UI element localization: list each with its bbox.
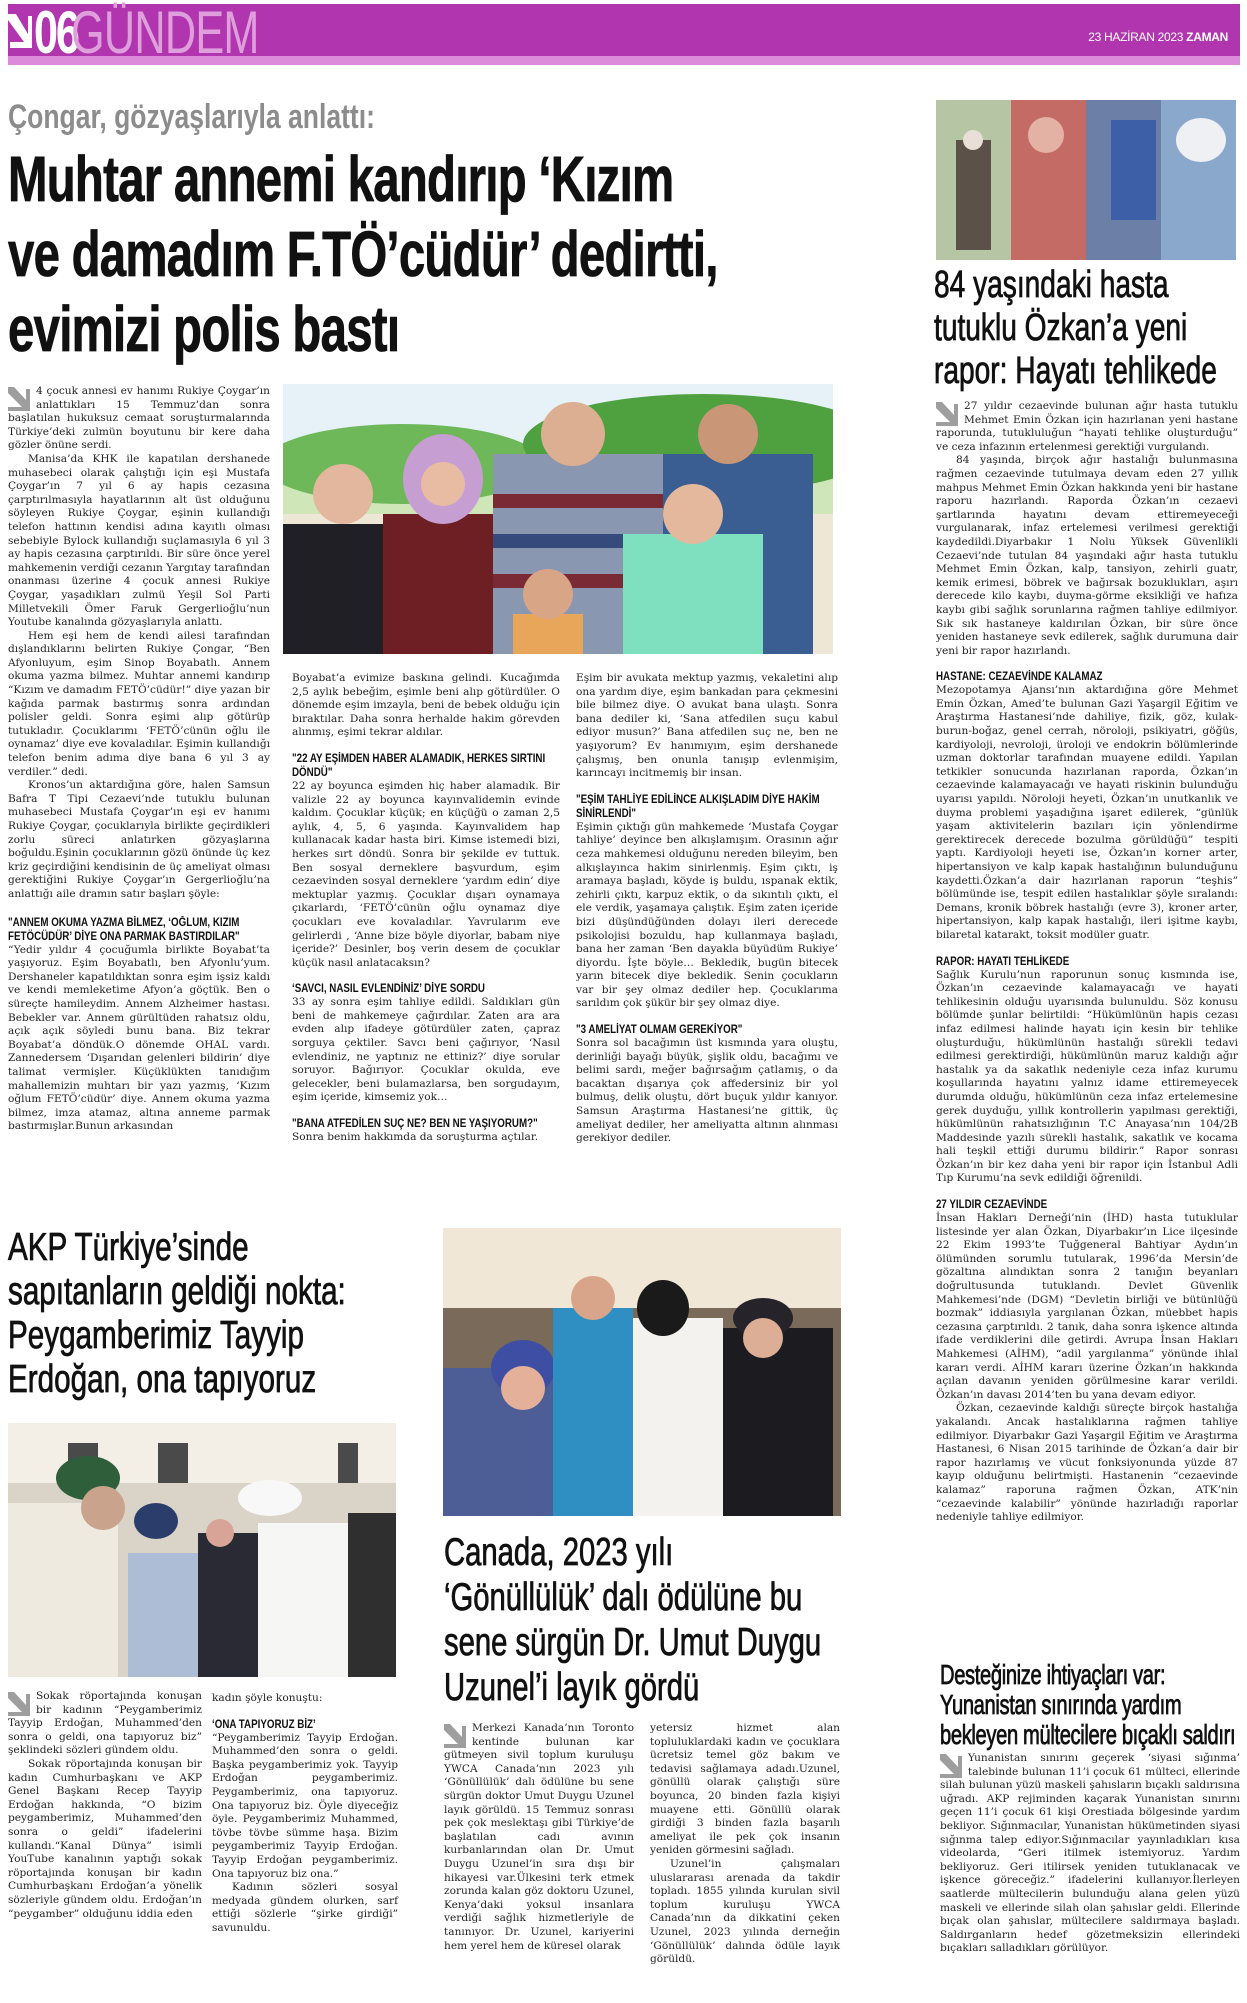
paragraph: “Peygamberimiz Tayyip Erdoğan. Muhammed’den sonra o geldi. Başka peygamberimiz yok. Tayyip Erdoğan peygamberimiz. Peygamberimiz, ona tapıyoruz. Ona tapıyoruz biz. Öyle diyeceğiz öyle. Peygamberimiz Muhammed, tövbe tövbe sümme haşa. Bizim peygamberimiz Tayyip Erdoğan. Tayyip Erdoğan peygamberimiz. Ona tapıyoruz biz ona.” — [212, 1731, 398, 1880]
arrow-down-right-icon — [8, 4, 32, 56]
arrow-down-right-icon — [444, 1724, 466, 1748]
refugee-headline — [940, 1660, 1235, 1750]
headline-line: Canada, 2023 yılı — [444, 1531, 674, 1574]
headline-line: ve damadım F.TÖ’cüdür’ dedirtti, — [8, 218, 718, 290]
paragraph: Hem eşi hem de kendi ailesi tarafından dışlandıklarını belirten Rukiye Çongar, “Ben Afyonluyum, eşim Sinop Boyabatlı. Annem okuma yazma bilmez. Muhtar annemi kandırıp “Kızım ve damadım FETÖ’cüdür!” diye yazan bir kağıda parmak bastırmış sonra ardından polisler geldi. Sonra eşimi alıp götürüp tutukladır. Çocuklarımı ‘FETÖ’cünün oğlu ile oynamaz’ diye eve kovaladılar. Eşimin kullandığı telefon benim adıma diye bana 6 yıl 3 ay verdiler.” dedi. — [8, 629, 270, 778]
headline-line: Peygamberimiz Tayyip — [8, 1314, 304, 1357]
paragraph: Eşimin çıktığı gün mahkemede ‘Mustafa Çoygar tahliye’ deyince ben alkışlamışım. Orasının ağır ceza mahkemesi olduğunu nereden bileyim, ben alkışlayınca hakim sinirlenmiş. Eşim çıktı, iş aramaya başladı, köyde iş buldu, ıspanak ektik, zehirli çıktı, karpuz ektik, o da sıkıntılı çıktı, el ele verdik, yaşamaya çalıştık. Eşim zaten içeride bizi düşündüğünden dolayı ileri derecede psikolojisi bozuldu, hap kullanmaya başladı, bana her zaman ‘Ben dayakla büyüdüm Rukiye’ diyordu. İşte böyle… Bekledik, bugün bitecek yarın bitecek diye bekledik. Senin çocukların var bir şey olmaz dediler hep. Çocuklarıma sarıldım çok şükür bir şey olmaz diye. — [576, 820, 838, 1010]
lead-column-1 — [8, 385, 270, 1134]
subheading: RAPOR: HAYATI TEHLİKEDE — [936, 955, 1070, 968]
lead-paragraph: Sokak röportajında konuşan bir kadının “Peygamberimiz Tayyip Erdoğan, Muhammed’den sonra o geldi, ona tapıyoruz biz” şeklindeki sözleri gündem oldu. — [8, 1690, 202, 1757]
paragraph: Mezopotamya Ajansı’nın aktardığına göre Mehmet Emin Özkan, Amed’te bulunan Gazi Yaşargil Eğitim ve Araştırma Hastanesi’nde dahiliye, fizik, göz, kulak-burun-boğaz, genel cerrah, nöroloji, psikiyatri, göğüs, kardiyoloji, nevroloji, üroloji ve endokrin bölümlerinde uzman doktorlar tarafından muayene edildi. Yapılan tetkikler sonucunda hazırlanan raporda, Özkan’ın cezaevinde kalamayacağı ve hayati riskinin bulunduğu uyarısı yapıldı. Nöroloji heyeti, Özkan’ın unutkanlık ve duyma problemi yaşadığına işaret edilerek, “günlük yaşam aktivitelerin bazıları için yönlendirme gerektirecek derecede bozulma görüldüğü” tespiti yaptı. Kardiyoloji heyeti ise, Özkan’ın korner arter, hipertansiyon ve kalp kapak hastalığının bulunduğunu kaydetti.Özkan’a dair hazırlanan raporun “teşhis” bölümünde ise, tespit edilen hastalıklar şöyle sıralandı: Demans, kronik böbrek hastalığı (evre 3), kroner arter, hipertansiyon, kalp kapak hastalığı, ileri işitme kaybı, bilaretal katarakt, toksit modüler guatr. — [936, 684, 1238, 941]
dateline — [1088, 30, 1228, 44]
lead-kicker: Çongar, gözyaşlarıyla anlattı: — [8, 98, 375, 136]
subheading: "3 AMELİYAT OLMAM GEREKİYOR" — [576, 1024, 743, 1037]
paragraph: yetersiz hizmet alan topluluklardaki kadın ve çocuklara ücretsiz temel göz bakım ve tedavisi sağlamaya adadı.Uzunel, gönüllü olarak çalıştığı süre boyunca, 20 binden fazla kişiyi muayene etti. Gönüllü olarak girdiği 3 binden fazla başarılı ameliyat ile pek çok insanın yeniden görmesini sağladı. — [650, 1722, 840, 1857]
subheading: ‘ONA TAPIYORUZ BİZ’ — [212, 1718, 316, 1731]
lead-paragraph: Yunanistan sınırını geçerek ‘siyasi sığınma’ talebinde bulunan 11’i çocuk 61 mülteci, ellerinde silah bulunan yüzü maskeli şahısların bıçaklı saldırısına uğradı. AKP rejiminden kaçarak Yunanistan sınırını geçen 11’i çocuk 61 kişi Orestiada bölgesinde yardım bekliyor. Sığınmacılar, Yunanistan hükümetinden siyasi sığınma talep ediyor.Sığınmacılar yayınladıkları kısa videolarda, “Geri itilmek istemiyoruz. Yardım bekliyoruz. Geri itilirsek yeniden tutuklanacak ve işkence göreceğiz.” ifadelerini kullanıyor.İlerleyen saatlerde mültecilerin bulunduğu alana gelen yüzü maskeli ve ellerinde silah olan şahıslar geldi. Ellerinde bıçak olan şahıslar, mültecilere saldırmaya başladı. Saldırganların hedef gözetmeksizin ellerindeki bıçakları salladıkları görülüyor. — [940, 1752, 1240, 1955]
paragraph: “Yedir yıldır 4 çocuğumla birlikte Boyabat’ta yaşıyoruz. Eşim Boyabatlı, ben Afyonlu’yum. Dershaneler kapatıldıktan sonra eşim işsiz kaldı ve kendi memleketime Afyon’a göçtük. Ben o süreçte hamileydim. Annem Alzheimer hastası. Bebekler var. Annem gürültüden rahatsız oldu, açık açık söyledi bunu bana. Biz tekrar Boyabat’a döndük.O dönemde OHAL vardı. Zannedersem ‘Dışarıdan gelenleri bildirin’ diye talimat vermişler. Küçüklükten tanıdığım mahallemizin muhtarı bir yazı yazmış, ‘Kızım oğlum FETÖ’cüdür’ diye. Annem okuma yazma bilmez, imza atamaz, altına anneme parmak bastırmışlar.Bunun arkasından — [8, 943, 270, 1133]
subheading: "22 AY EŞİMDEN HABER ALAMADIK, HERKES SIRTINI DÖNDÜ" — [292, 752, 546, 779]
paragraph: 22 ay boyunca eşimden hiç haber alamadık. Bir valizle 22 ay boyunca kayınvalidemin evinde kaldım. Çocuklar küçük; en küçüğü o zaman 2,5 aylık, 4, 5, 6 yaşında. Kayınvalidem hap kullanacak kadar hasta biri. Kimse istemedi bizi, herkes sırt döndü. Sonra bir şekilde ev tuttuk. Ben sosyal derneklere başvurdum, eşim cezaevinden sosyal derneklere ‘yardım edin’ diye mektuplar yazmış. Çocuklar dışarı oynamaya çıkarlardı, ‘FETÖ’cünün oğlu oynamaz diye çocukları eve kovaladılar. Yavrularım eve gelirlerdi , ‘Anne bize böyle diyorlar, babam niye içeride?’ Desinler, boş verin desem de çocuklar küçük nasıl anlatacaksın? — [292, 779, 560, 969]
arrow-down-right-icon — [8, 387, 30, 411]
paragraph: Sokak röportajında konuşan bir kadın Cumhurbaşkanı ve AKP Genel Başkanı Recep Tayyip Erdoğan hakkında, “O bizim peygamberimiz, Muhammed’den sonra o geldi” ifadelerini kullandı.“Kanal Dünya” isimli YouTube kanalının yaptığı sokak röportajında konuşan bir kadın Cumhurbaşkanı Erdoğan’a yönelik sözleriyle gündem oldu. Erdoğan’ın “peygamber” olduğunu iddia eden — [8, 1757, 202, 1920]
lead-column-3 — [576, 672, 838, 1146]
canada-column-2 — [650, 1722, 840, 1967]
headline-line: Muhtar annemi kandırıp ‘Kızım — [8, 143, 674, 215]
subheading: "ANNEM OKUMA YAZMA BİLMEZ, ‘OĞLUM, KIZIM FETÖCÜDÜR’ DİYE ONA PARMAK BASTIRDILAR" — [8, 916, 240, 943]
headline-line: Desteğinize ihtiyaçları var: — [940, 1659, 1166, 1690]
paragraph: Uzunel’in çalışmaları uluslararası arenada da takdir topladı. 1855 yılında kurulan sivil toplum kuruluşu YWCA Canada’nın da dikkatini çeken Uzunel, 2023 yılında derneğin ‘Gönüllülük’ dalında ödüle layık görüldü. — [650, 1857, 840, 1966]
newspaper-name: ZAMAN — [1186, 30, 1228, 44]
award-group-photo — [443, 1228, 841, 1516]
lead-column-2 — [292, 672, 560, 1145]
headline-line: Yunanistan sınırında yardım — [940, 1689, 1182, 1720]
paragraph: 33 ay sonra eşim tahliye edildi. Saldıkları gün beni de mahkemeye çağırdılar. Zaten ara ara evden alıp ifadeye götürdüler zaten, çapraz sorguya çektiler. Savcı beni çağırıyor, ‘Nasıl evlendiniz, ne yaptınız ne ettiniz?’ diye sorular soruyor. Bağırıyor. Çocuklar okulda, eve gelecekler, beni bulamazlarsa, ben sorgudayım, eşim içeride, kimsemiz yok… — [292, 996, 560, 1104]
headline-line: bekleyen mültecilere bıçaklı saldırı — [940, 1719, 1236, 1750]
subheading: 27 YILDIR CEZAEVİNDE — [936, 1199, 1048, 1212]
lead-paragraph: 27 yıldır cezaevinde bulunan ağır hasta tutuklu Mehmet Emin Özkan için hazırlanan yeni hastane raporunda, tutukluluğun “hayati tehlike oluşturduğu” ve ceza infazının ertelenmesi gerektiği vurgulandı. — [936, 400, 1238, 453]
paragraph: kadın şöyle konuştu: — [212, 1692, 323, 1704]
paragraph: Özkan, cezaevinde kaldığı süreçte birçok hastalığa yakalandı. Ancak hastalıklarına rağmen tahliye edilmiyor. Diyarbakır Gazi Yaşargil Eğitim ve Araştırma Hastanesi, 6 Nisan 2015 tarihinde de Özkan’a dair bir rapor hazırlamış ve vücut fonksiyonunda yüzde 87 kayıp olduğunu belirtmişti. Hastanenin “cezaevinde kalamaz” raporuna rağmen Özkan, ATK’nin “cezaevinde kalabilir” yönünde hazırladığı raporlar nedeniyle tahliye edilmiyor. — [936, 1402, 1238, 1524]
refugee-article — [940, 1752, 1240, 1956]
paragraph: Kronos’un aktardığına göre, halen Samsun Bafra T Tipi Cezaevi’nde tutuklu bulunan muhasebeci Mustafa Çoygar’ın eşi ev hanımı Rukiye Çoygar, çocuklarıyla birlikte geçirdikleri zorlu süreci anlatırken gözyaşlarına boğuldu.Eşinin çocuklarının gözü önünde üç kez kriz geçirdiğini kendisinin de üç ameliyat olması gerektiğini Rukiye Çoygar’ın Gergerlioğlu’na anlattığı aile dramın satır başları şöyle: — [8, 779, 270, 900]
akp-column-1 — [8, 1690, 202, 1921]
headline-line: Erdoğan, ona tapıyoruz — [8, 1358, 317, 1401]
headline-line: sapıtanların geldiği nokta: — [8, 1270, 346, 1313]
headline-line: sene sürgün Dr. Umut Duygu — [444, 1621, 822, 1664]
section-title: GÜNDEM — [71, 0, 259, 66]
ozkan-photo-strip — [936, 100, 1236, 260]
headline-line: Uzunel’i layık gördü — [444, 1666, 700, 1709]
lead-paragraph: Merkezi Kanada’nın Toronto kentinde bulunan kar gütmeyen sivil toplum kuruluşu YWCA Canada’nın 2023 yılı ‘Gönüllülük’ dalı ödülüne bu sene sürgün doktor Umut Duygu Uzunel layık görüldü. 15 Temmuz sonrası pek çok meslektaşı gibi Türkiye’de başlatılan cadı avının kurbanlarından olan Dr. Umut Duygu Uzunel’in sıra dışı bir hikayesi var.Ülkesini terk etmek zorunda kalan göz doktoru Uzunel, Kenya’daki yoksul insanlara verdiği sağlık hizmetleriyle de tanınıyor. Dr. Uzunel, kariyerini hem yerel hem de küresel olarak — [444, 1722, 634, 1952]
issue-date: 23 HAZİRAN 2023 — [1088, 30, 1184, 44]
paragraph: İnsan Hakları Derneği’nin (İHD) hasta tutuklular listesinde yer alan Özkan, Diyarbakır’ın Lice ilçesinde 22 Ekim 1993’te Tuğgeneral Bahtiyar Aydın’ın ölümünden sorumlu tutularak, 1996’da Mersin’de gözaltına alındıktan sonra 2 tanığın beyanları doğrultusunda tutuklandı. Devlet Güvenlik Mahkemesi’nde (DGM) “Devletin birliği ve bütünlüğü bozmak” iddiasıyla yargılanan Özkan, müebbet hapis cezasına çarptırıldı. 2 tanık, daha sonra işkence altında ifade verdiklerini dile getirdi. Avrupa İnsan Hakları Mahkemesi (AİHM), “adil yargılanma” yönünde ihlal kararı verdi. AİHM kararı üzerine Özkan’ın hakkında açılan davanın yeniden görülmesine karar verildi. Özkan’ın davası 2014’ten bu yana devam ediyor. — [936, 1212, 1238, 1401]
paragraph: Kadının sözleri sosyal medyada gündem olurken, sarf ettiği sözlerle “şirke girdiği” savunuldu. — [212, 1881, 398, 1934]
paragraph: Eşim bir avukata mektup yazmış, vekaletini alıp ona yardım diye, eşim bankadan para çekmesini bile bilmez diye. O avukat bana ulaştı. Sonra bana dediler ki, ‘Sana atfedilen suçu kabul ediyor musun?’ Bana atfedilen suç ne, ben ne yaşıyorum? Ev hanımıyım, eşim dershanede çalışmış, ben onunla tanışıp evlenmişim, karıncayı incitmemiş bir insan. — [576, 672, 838, 780]
ozkan-headline — [934, 264, 1217, 393]
akp-headline — [8, 1226, 346, 1402]
street-interview-photo — [8, 1423, 396, 1677]
akp-column-2 — [212, 1692, 398, 1936]
paragraph: Sonra benim hakkımda da soruşturma açtılar. — [292, 1131, 539, 1144]
paragraph: Sonra sol bacağımın üst kısmında yara oluştu, derinliği bayağı büyük, şişlik oldu, bacağımı ve belimi sardı, meğer bağırsağım çatlamış, o da bacaktan dışarıya çok affedersiniz bir yol bulmuş, delik oluştu, dört buçuk yıldır kanıyor. Samsun Araştırma Hastanesi’ne gittik, üç ameliyat dediler, her ameliyatta altının alınması gerekiyor dediler. — [576, 1037, 838, 1145]
subheading: HASTANE: CEZAEVİNDE KALAMAZ — [936, 671, 1103, 684]
paragraph: 84 yaşında, birçok ağır hastalığı bulunmasına rağmen cezaevinde tutulmaya devam eden 27 yıllık mahpus Mehmet Emin Özkan hakkında yeni bir hastane raporu hazırlandı. Raporda Özkan’ın cezaevi şartlarında hayatını devam ettiremeyeceği vurgulanarak, infaz ertelemesi verilmesi gerektiği kaydedildi.Diyarbakır 1 Nolu Yüksek Güvenlikli Cezaevi’nde tutulan 84 yaşındaki ağır hasta tutuklu Mehmet Emin Özkan, kalp, tansiyon, zehirli guatr, kemik erimesi, böbrek ve bağırsak bozuklukları, aşırı derecede kilo kaybı, duyma-görme eksikliği ve hafıza kaybı gibi sağlık sorunlarına rağmen tahliye edilmiyor. Sık sık hastaneye kaldırılan Özkan, bir süre önce yeniden hastaneye sevk edilerek, sağlık durumuna dair yeni bir rapor hazırlandı. — [936, 454, 1238, 657]
family-photo — [283, 384, 833, 654]
page-number: 06 — [34, 0, 78, 66]
ozkan-article — [936, 400, 1238, 1525]
subheading: "BANA ATFEDİLEN SUÇ NE? BEN NE YAŞIYORUM?" — [292, 1118, 538, 1131]
arrow-down-right-icon — [940, 1754, 962, 1778]
paragraph: Sağlık Kurulu’nun raporunun sonuç kısmında ise, Özkan’ın cezaevinde kalamayacağı ve hayati tehlikesinin olduğu uyarısında bulunuldu. Söz konusu bölümde şunlar belirtildi: “Hükümlünün hapis cezası infaz edilmesi halinde hayatı için kesin bir tehlike oluşturduğu, hükümlünün hastalığı sürekli tedavi edilmesi gerektirdiği, hükümlünün maruz kaldığı ağır hastalık ya da sakatlık nedeniyle ceza infaz kurumu koşullarında hayatını yalnız idame ettiremeyecek durumda olduğu, hükümlünün ceza infaz ertelemesine gerek duyduğu, yıllık kontrollerin yapılması gerektiği, hükümlünün rahatsızlığının T.C Anayasa’nın 104/2B Maddesinde yazılı sürekli hastalık, sakatlık ve kocama hali teşkil ettiği durumu bildirir.” Rapor sonrası Özkan’ın bir kez daha yeni bir rapor için İstanbul Adli Tıp Kurumu’na sevk edildiği öğrenildi. — [936, 968, 1238, 1185]
canada-column-1 — [444, 1722, 634, 1953]
headline-line: rapor: Hayatı tehlikede — [934, 350, 1217, 392]
subheading: "EŞİM TAHLİYE EDİLİNCE ALKIŞLADIM DİYE HAKİM SİNİRLENDİ" — [576, 793, 820, 820]
paragraph: Boyabat’a evimize baskına gelindi. Kucağımda 2,5 aylık bebeğim, eşimle beni alıp götürdüler. O dönemde eşim imzayla, beni de bebek olduğu için bıraktılar. Daha sonra herhalde hakim görevden alınmış, eşimi tekrar aldılar. — [292, 672, 560, 739]
page-header — [8, 0, 1240, 66]
lead-paragraph: 4 çocuk annesi ev hanımı Rukiye Çoygar’ın anlattıkları 15 Temmuz’dan sonra başlatılan hukuksuz cemaat soruşturmalarında Türkiye’deki zulmün boyutunu bir kere daha gözler önüne serdi. — [8, 385, 270, 452]
paragraph: Manisa’da KHK ile kapatılan dershanede muhasebeci olarak çalıştığı için eşi Mustafa Çoygar’ın 7 yıl 6 ay hapis cezasına çarptırılmasıyla hayatlarının alt üst olduğunu söyleyen Rukiye Çoygar, eşinin kullandığı telefon hattının kendisi adına kayıtlı olması sebebiyle Bylock kullandığı suçlamasıyla 6 yıl 3 ay hapis cezasına çarptırıldı. Bir süre önce yerel mahkemenin verdiği cezanın Yargıtay tarafından onanması üzerine 4 çocuk annesi Rukiye Çoygar, yaşadıkları zulmü Yeşil Sol Parti Milletvekili Ömer Faruk Gergerlioğlu’nun Youtube kanalında gözyaşlarıyla anlattı. — [8, 452, 270, 629]
headline-line: 84 yaşındaki hasta — [934, 264, 1169, 306]
arrow-down-right-icon — [8, 1692, 30, 1716]
arrow-down-right-icon — [936, 402, 958, 426]
headline-line: AKP Türkiye’sinde — [8, 1226, 249, 1269]
lead-headline — [8, 142, 718, 367]
headline-line: evimizi polis bastı — [8, 293, 400, 365]
canada-headline — [444, 1530, 821, 1710]
headline-line: tutuklu Özkan’a yeni — [934, 307, 1188, 349]
subheading: ‘SAVCI, NASIL EVLENDİNİZ’ DİYE SORDU — [292, 983, 486, 996]
headline-line: ‘Gönüllülük’ dalı ödülüne bu — [444, 1576, 803, 1619]
